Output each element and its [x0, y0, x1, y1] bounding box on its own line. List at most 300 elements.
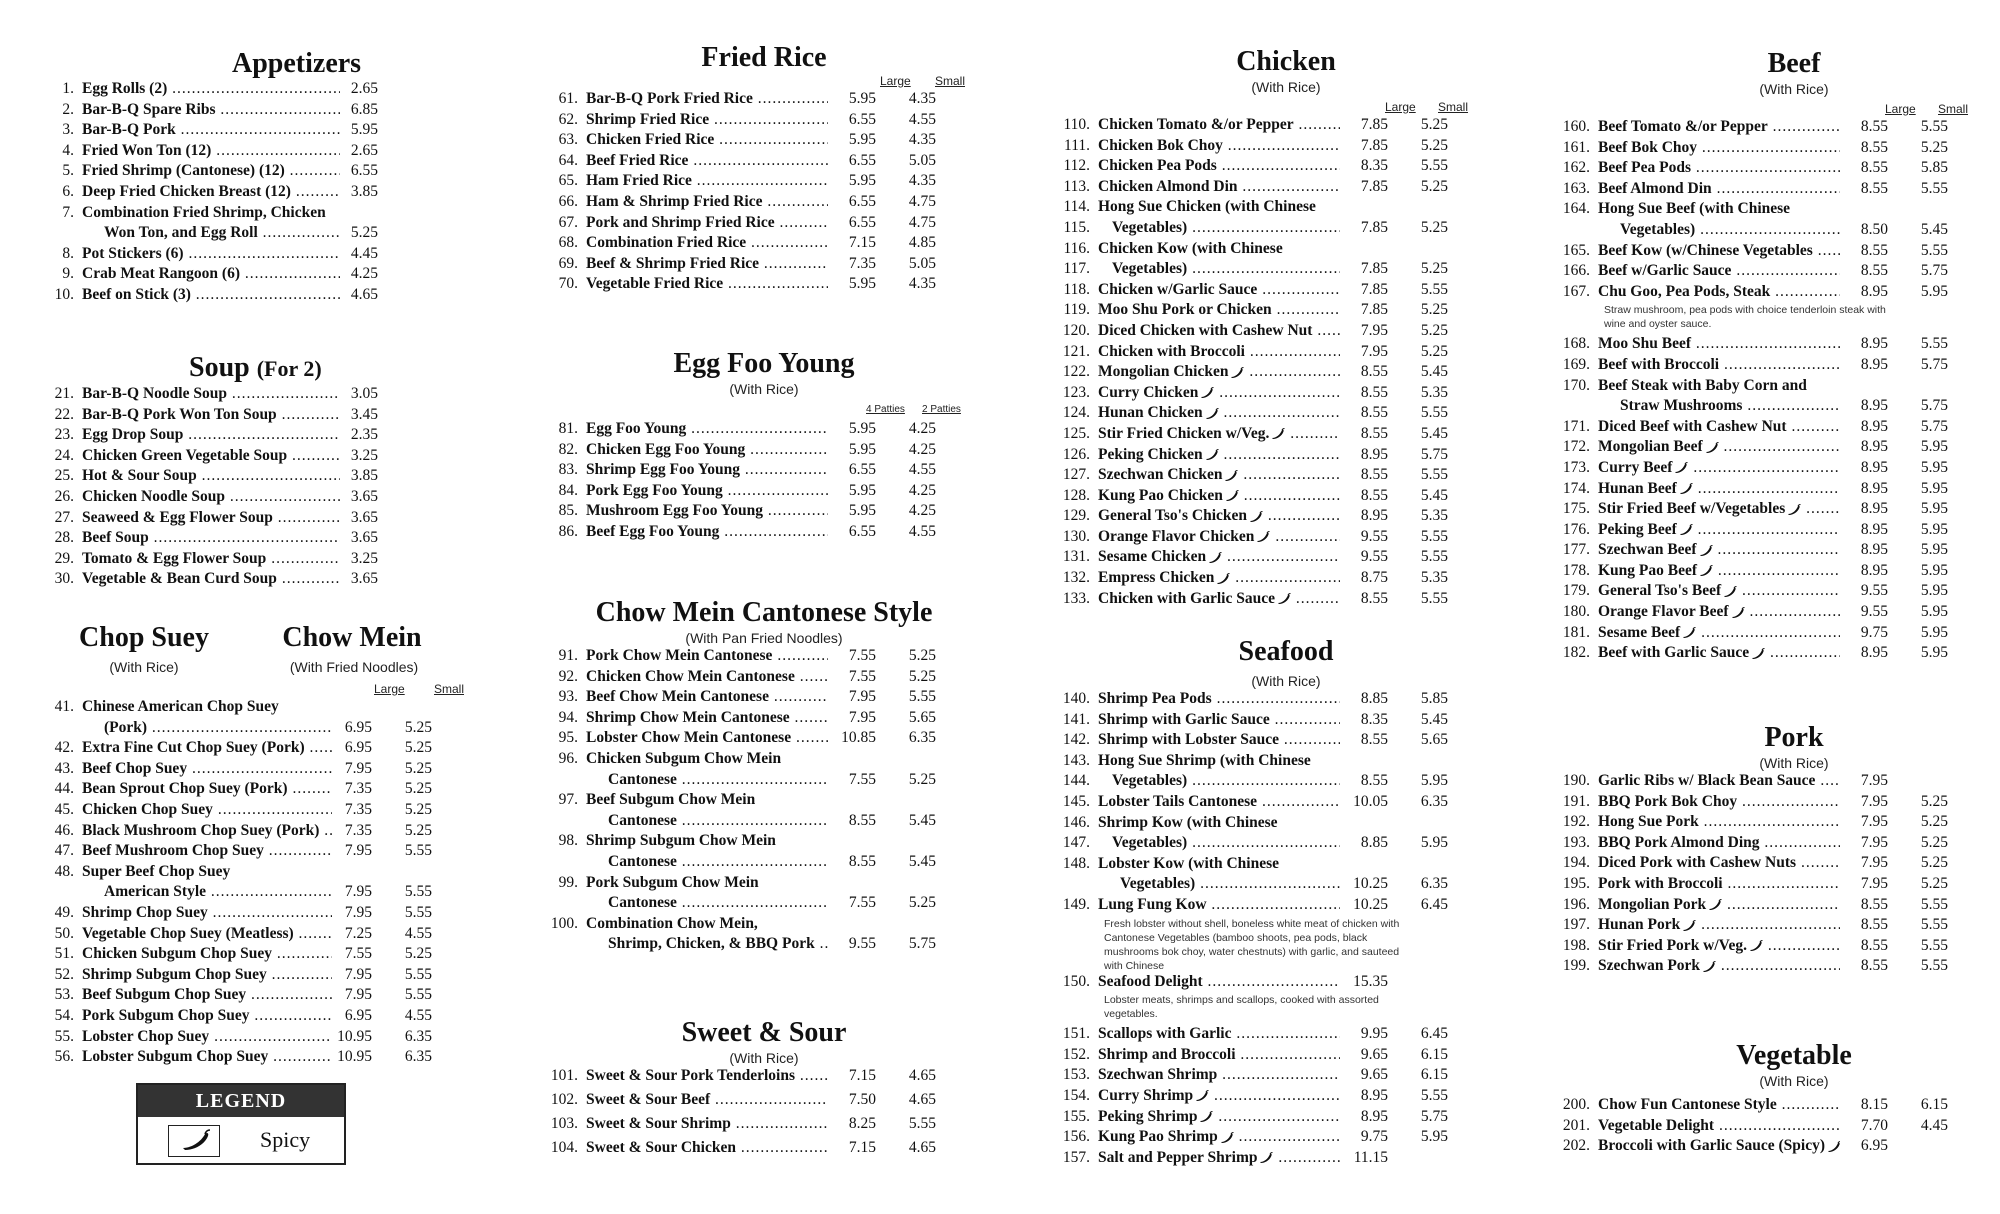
item-price-small: 5.25: [1920, 833, 1948, 851]
item-name: [82, 488, 340, 506]
item-number: 126.: [1062, 445, 1090, 463]
menu-item: [1060, 896, 1492, 917]
item-name: [586, 131, 828, 149]
menu-item: [1060, 343, 1492, 364]
item-price-small: 5.25: [1920, 854, 1948, 872]
item-number: 198.: [1562, 936, 1590, 954]
item-name-text: Beef Pea Pods: [1598, 159, 1691, 177]
item-price-small: 5.45: [1420, 710, 1448, 728]
item-number: 83.: [558, 461, 578, 479]
chop-suey-column-headers: [44, 682, 484, 698]
item-number: 5.: [62, 162, 74, 180]
item-price-large: 7.95: [344, 986, 372, 1004]
menu-item: [44, 842, 484, 863]
item-name-text: Orange Flavor Chicken: [1098, 527, 1255, 545]
menu-item: [44, 385, 484, 406]
item-price-large: 7.55: [344, 945, 372, 963]
two-patties-header: 2 Patties: [922, 404, 961, 415]
item-name: [1598, 335, 1840, 353]
item-price-small: 5.25: [908, 894, 936, 912]
item-price-small: 5.05: [908, 151, 936, 169]
item-number: 149.: [1062, 895, 1090, 913]
item-name: [1098, 814, 1340, 832]
item-name: [1598, 937, 1840, 955]
item-price-small: 5.25: [1920, 874, 1948, 892]
item-number: 44.: [54, 780, 74, 798]
section-title-sweet-sour: Sweet & Sour: [681, 1017, 847, 1048]
item-name-text: Cantonese: [608, 894, 677, 912]
menu-item: [1560, 242, 1992, 263]
item-number: 92.: [558, 667, 578, 685]
item-number: 48.: [54, 862, 74, 880]
item-name-text: Beef Egg Foo Young: [586, 522, 720, 540]
menu-item: [44, 719, 484, 740]
item-name: [1598, 283, 1840, 301]
menu-item: [1060, 198, 1492, 219]
menu-item: [1560, 438, 1992, 459]
item-number: 152.: [1062, 1045, 1090, 1063]
item-price-small: 5.75: [1420, 445, 1448, 463]
item-name-text: Seafood Delight: [1098, 972, 1203, 990]
pork-list: [1560, 772, 1992, 978]
item-name: [1098, 487, 1340, 505]
item-name-text: Szechwan Chicken: [1098, 466, 1223, 484]
item-price-large: 8.55: [1360, 466, 1388, 484]
menu-item: [548, 874, 980, 895]
item-price-large: 7.95: [848, 708, 876, 726]
menu-item: [1060, 322, 1492, 343]
item-price-large: 7.50: [848, 1091, 876, 1108]
menu-item: [1560, 1096, 1992, 1117]
item-name: [1598, 957, 1840, 975]
item-name: [586, 275, 828, 293]
item-price-large: 8.95: [1860, 458, 1888, 476]
item-price-small: 5.25: [1420, 177, 1448, 195]
item-price-small: 5.55: [1920, 118, 1948, 135]
item-price-large: 10.05: [1353, 792, 1388, 810]
chili-pepper-icon: [1205, 408, 1219, 420]
item-price: 3.25: [350, 549, 378, 567]
item-number: 50.: [54, 924, 74, 942]
item-price-large: 7.85: [1360, 280, 1388, 298]
item-price-large: 8.95: [1860, 500, 1888, 518]
item-price-large: 9.95: [1360, 1025, 1388, 1043]
item-number: 100.: [550, 914, 578, 932]
item-number: 49.: [54, 903, 74, 921]
chili-pepper-icon: [1271, 428, 1285, 440]
item-name: [1112, 834, 1340, 852]
item-name-text: BBQ Pork Almond Ding: [1598, 833, 1760, 851]
item-price-small: 4.55: [908, 461, 936, 479]
item-number: 99.: [558, 873, 578, 891]
menu-item: [548, 791, 980, 812]
chili-pepper-icon: [1277, 593, 1291, 605]
item-price-small: 5.95: [1920, 479, 1948, 497]
item-number: 97.: [558, 791, 578, 809]
item-number: 133.: [1062, 589, 1090, 607]
item-price-large: 6.55: [848, 192, 876, 210]
item-name-text: Hunan Pork: [1598, 916, 1681, 934]
item-name: [586, 709, 828, 727]
item-name-text: Shrimp Chow Mein Cantonese: [586, 708, 790, 726]
item-name-text: Cantonese: [608, 770, 677, 788]
item-price-large: 7.35: [344, 821, 372, 839]
item-name: [1098, 137, 1340, 155]
item-name: [586, 420, 828, 438]
item-name: [586, 1091, 828, 1109]
item-name-text: Beef Subgum Chow Mein: [586, 791, 756, 809]
item-price-small: 5.45: [1420, 424, 1448, 442]
item-price-large: 9.55: [1860, 582, 1888, 600]
menu-item: [1060, 973, 1492, 994]
item-name-text: Salt and Pepper Shrimp: [1098, 1148, 1258, 1166]
item-name: [1098, 157, 1340, 175]
item-price-small: 5.25: [1420, 260, 1448, 278]
menu-item: [44, 1028, 484, 1049]
item-price-small: 6.35: [908, 729, 936, 747]
item-name: [1598, 813, 1840, 831]
item-number: 7.: [62, 203, 74, 221]
item-name: [1098, 752, 1340, 770]
item-name-text: Egg Drop Soup: [82, 426, 184, 444]
item-name-text: Ham Fried Rice: [586, 172, 692, 190]
menu-item: [44, 183, 484, 204]
menu-item: [1060, 178, 1492, 199]
item-price-large: 8.55: [1860, 241, 1888, 259]
item-number: 70.: [558, 275, 578, 293]
item-price-small: 5.55: [1920, 957, 1948, 975]
menu-item: [548, 853, 980, 874]
item-price-small: 5.55: [1420, 527, 1448, 545]
item-name-text: Sesame Beef: [1598, 623, 1681, 641]
item-price-small: 4.25: [908, 502, 936, 520]
item-name: [1598, 500, 1840, 518]
menu-item: [1560, 480, 1992, 501]
item-price: 3.25: [350, 446, 378, 464]
item-number: 23.: [54, 426, 74, 444]
item-number: 102.: [550, 1091, 578, 1108]
chop-suey-section: [44, 622, 484, 1069]
menu-item: [44, 698, 484, 719]
item-name-text: Szechwan Shrimp: [1098, 1066, 1218, 1084]
item-price-large: 7.95: [1860, 813, 1888, 831]
item-name-text: General Tso's Beef: [1598, 582, 1722, 600]
item-price-small: 5.95: [1920, 561, 1948, 579]
item-name-text: Diced Pork with Cashew Nuts: [1598, 854, 1797, 872]
item-price-small: 5.55: [404, 986, 432, 1004]
chili-pepper-icon: [1699, 565, 1713, 577]
item-number: 52.: [54, 965, 74, 983]
item-name-text: (Pork): [104, 718, 148, 736]
menu-item: [44, 986, 484, 1007]
menu-item: [548, 441, 980, 462]
item-name-text: American Style: [104, 883, 207, 901]
item-name-text: Beef Tomato &/or Pepper: [1598, 118, 1768, 135]
item-price-large: 6.55: [848, 110, 876, 128]
item-number: 177.: [1562, 541, 1590, 559]
item-number: 66.: [558, 192, 578, 210]
item-price-small: 5.25: [1920, 792, 1948, 810]
item-name-text: Vegetables): [1112, 772, 1188, 790]
item-number: 82.: [558, 440, 578, 458]
item-number: 146.: [1062, 813, 1090, 831]
item-price-large: 8.95: [1360, 507, 1388, 525]
item-name: [1098, 548, 1340, 566]
item-price-small: 5.35: [1420, 383, 1448, 401]
item-number: 110.: [1063, 116, 1090, 133]
item-name-text: Vegetables): [1120, 875, 1196, 893]
item-price-large: 8.55: [1860, 138, 1888, 156]
item-price-large: 10.95: [337, 1027, 372, 1045]
chow-mein-subtitle: (With Fried Noodles): [289, 659, 419, 675]
item-number: 46.: [54, 821, 74, 839]
item-price-large: 7.95: [1860, 874, 1888, 892]
item-name: [1598, 1096, 1840, 1114]
menu-item: [44, 204, 484, 225]
menu-item: [548, 255, 980, 276]
item-price: 4.65: [350, 285, 378, 303]
item-number: 91.: [558, 647, 578, 664]
item-name-text: Shrimp Pea Pods: [1098, 690, 1212, 707]
menu-item: [548, 709, 980, 730]
item-price-large: 8.55: [1860, 957, 1888, 975]
item-name: [1598, 916, 1840, 934]
item-price-large: 8.95: [1360, 1107, 1388, 1125]
item-number: 156.: [1062, 1128, 1090, 1146]
item-name-text: Pork Egg Foo Young: [586, 481, 723, 499]
menu-item: [44, 121, 484, 142]
menu-item: [548, 1139, 980, 1163]
item-price-small: 5.55: [404, 965, 432, 983]
item-number: 199.: [1562, 957, 1590, 975]
item-price-small: 5.55: [1420, 466, 1448, 484]
menu-item: [1060, 1128, 1492, 1149]
chicken-column-headers: [1060, 100, 1492, 116]
menu-item: [1560, 603, 1992, 624]
menu-item: [1060, 466, 1492, 487]
item-number: 113.: [1063, 177, 1090, 195]
item-price-small: 4.75: [908, 213, 936, 231]
item-price-large: 7.85: [1360, 301, 1388, 319]
item-number: 6.: [62, 182, 74, 200]
item-name: [1098, 322, 1340, 340]
beef-subtitle: (With Rice): [1759, 81, 1829, 97]
item-price-large: 7.95: [1860, 833, 1888, 851]
menu-item: [1060, 528, 1492, 549]
item-number: 8.: [62, 244, 74, 262]
menu-item: [1560, 541, 1992, 562]
item-price: 2.65: [350, 141, 378, 159]
item-name-text: Chicken Egg Foo Young: [586, 440, 746, 458]
item-price-large: 6.55: [848, 213, 876, 231]
item-name: [1598, 644, 1840, 662]
menu-item: [548, 668, 980, 689]
item-price-small: 6.35: [1420, 875, 1448, 893]
item-number: 3.: [62, 121, 74, 139]
large-header: Large: [374, 682, 405, 696]
fried-rice-list: [548, 90, 980, 296]
item-price-large: 8.35: [1360, 157, 1388, 175]
item-price: 5.95: [350, 121, 378, 139]
item-price-large: 8.55: [1360, 383, 1388, 401]
item-number: 174.: [1562, 479, 1590, 497]
section-title-chow-mein-cantonese: Chow Mein Cantonese Style: [595, 597, 933, 628]
item-name: [82, 570, 340, 588]
item-name: [82, 1048, 332, 1066]
item-name-text: Beef on Stick (3): [82, 285, 191, 303]
item-price: 3.05: [350, 385, 378, 402]
item-name: [1620, 221, 1840, 239]
item-number: 117.: [1063, 260, 1090, 278]
item-name-text: Egg Rolls (2): [82, 80, 168, 97]
item-price-small: 5.25: [908, 667, 936, 685]
item-name-text: Bar-B-Q Noodle Soup: [82, 385, 227, 402]
item-number: 171.: [1562, 417, 1590, 435]
item-price-large: 6.55: [848, 522, 876, 540]
chow-mein-list: [548, 647, 980, 956]
item-name: [586, 152, 828, 170]
item-price-large: 7.70: [1860, 1116, 1888, 1134]
item-name-text: Seaweed & Egg Flower Soup: [82, 508, 273, 526]
item-name-text: Egg Foo Young: [586, 420, 687, 437]
item-name: [1098, 466, 1340, 484]
item-name-text: Bar-B-Q Pork Fried Rice: [586, 90, 753, 107]
item-number: 141.: [1062, 710, 1090, 728]
item-price-large: 5.95: [848, 90, 876, 107]
item-price-small: 5.25: [1920, 813, 1948, 831]
item-price-large: 5.95: [848, 275, 876, 293]
item-name: [82, 801, 332, 819]
item-price-small: 5.75: [1420, 1107, 1448, 1125]
item-name-text: Shrimp with Garlic Sauce: [1098, 710, 1270, 728]
item-name: [82, 101, 340, 119]
item-name: [608, 812, 828, 830]
item-number: 1.: [62, 80, 74, 97]
item-name: [586, 234, 828, 252]
item-number: 144.: [1062, 772, 1090, 790]
item-name-text: Vegetable & Bean Curd Soup: [82, 570, 277, 588]
item-price-large: 7.85: [1360, 177, 1388, 195]
item-price-small: 5.85: [1920, 159, 1948, 177]
item-price-large: 8.95: [1360, 1086, 1388, 1104]
item-name-text: Chinese American Chop Suey: [82, 698, 279, 715]
item-price-small: 6.15: [1420, 1045, 1448, 1063]
item-number: 178.: [1562, 561, 1590, 579]
item-name-text: Moo Shu Pork or Chicken: [1098, 301, 1272, 319]
item-price-small: 5.75: [908, 935, 936, 953]
item-name: [1598, 480, 1840, 498]
item-name: [1598, 624, 1840, 642]
sweet-sour-subtitle: (With Rice): [729, 1050, 799, 1066]
menu-item: [1560, 582, 1992, 603]
item-name: [586, 832, 828, 850]
item-price: 4.45: [350, 244, 378, 262]
item-name: [586, 255, 828, 273]
item-price-small: 5.25: [1420, 301, 1448, 319]
item-name-text: Kung Pao Shrimp: [1098, 1128, 1218, 1146]
chili-pepper-icon: [1682, 627, 1696, 639]
item-name-text: Chicken Chop Suey: [82, 800, 213, 818]
item-price-small: 5.55: [908, 1115, 936, 1132]
item-name-text: Empress Chicken: [1098, 569, 1215, 587]
item-name: [82, 121, 340, 139]
item-number: 4.: [62, 141, 74, 159]
item-price-large: 8.95: [1860, 438, 1888, 456]
item-name: [608, 894, 828, 912]
item-price-small: 6.15: [1420, 1066, 1448, 1084]
menu-item: [1060, 507, 1492, 528]
item-name: [1620, 397, 1840, 415]
vegetable-subtitle: (With Rice): [1759, 1073, 1829, 1089]
item-name: [586, 915, 828, 933]
large-header: Large: [1885, 102, 1916, 116]
menu-item: [1560, 896, 1992, 917]
item-price-large: 7.85: [1360, 260, 1388, 278]
item-name: [82, 739, 332, 757]
item-number: 93.: [558, 688, 578, 706]
item-name: [586, 1067, 828, 1085]
item-number: 122.: [1062, 363, 1090, 381]
item-number: 181.: [1562, 623, 1590, 641]
item-number: 63.: [558, 131, 578, 149]
item-number: 155.: [1062, 1107, 1090, 1125]
item-name: [1598, 459, 1840, 477]
item-name-text: Pork and Shrimp Fried Rice: [586, 213, 775, 231]
menu-item: [1560, 1137, 1992, 1158]
item-name: [1598, 356, 1840, 374]
menu-item: [44, 739, 484, 760]
item-price-large: 9.55: [1360, 527, 1388, 545]
item-name-text: Broccoli with Garlic Sauce (Spicy): [1598, 1137, 1826, 1155]
chili-pepper-icon: [1205, 449, 1219, 461]
item-name-text: Beef & Shrimp Fried Rice: [586, 254, 760, 272]
item-price-small: 4.35: [908, 275, 936, 293]
chili-pepper-icon: [1195, 1090, 1209, 1102]
item-price-small: 5.45: [908, 852, 936, 870]
item-price-small: 5.55: [1420, 548, 1448, 566]
chili-pepper-icon: [1702, 961, 1716, 973]
egg-foo-young-subtitle: (With Rice): [729, 381, 799, 397]
item-price-large: 5.95: [848, 481, 876, 499]
menu-item: [548, 152, 980, 173]
item-price-large: 7.35: [848, 254, 876, 272]
item-price-small: 5.25: [1420, 321, 1448, 339]
item-price-large: 7.95: [344, 883, 372, 901]
menu-item: [1560, 772, 1992, 793]
item-price-large: 8.55: [1360, 424, 1388, 442]
item-name: [82, 142, 340, 160]
item-name-text: Chicken Noodle Soup: [82, 487, 225, 505]
menu-item: [1060, 446, 1492, 467]
menu-item: [44, 101, 484, 122]
item-name-text: Diced Beef with Cashew Nut: [1598, 417, 1787, 435]
item-price-small: 5.65: [1420, 731, 1448, 749]
section-title-beef: Beef: [1767, 48, 1821, 79]
item-number: 9.: [62, 265, 74, 283]
item-price-large: 7.95: [344, 903, 372, 921]
item-number: 25.: [54, 467, 74, 485]
item-name-text: Lobster Kow (with Chinese: [1098, 854, 1279, 872]
item-price-large: 8.55: [1360, 731, 1388, 749]
item-price-small: 5.75: [1920, 397, 1948, 415]
menu-item: [548, 111, 980, 132]
item-number: 55.: [54, 1027, 74, 1045]
item-name: [1098, 793, 1340, 811]
menu-item: [1060, 384, 1492, 405]
menu-item: [44, 447, 484, 468]
menu-item: [548, 935, 980, 956]
item-name-text: Shrimp Subgum Chow Mein: [586, 832, 776, 850]
